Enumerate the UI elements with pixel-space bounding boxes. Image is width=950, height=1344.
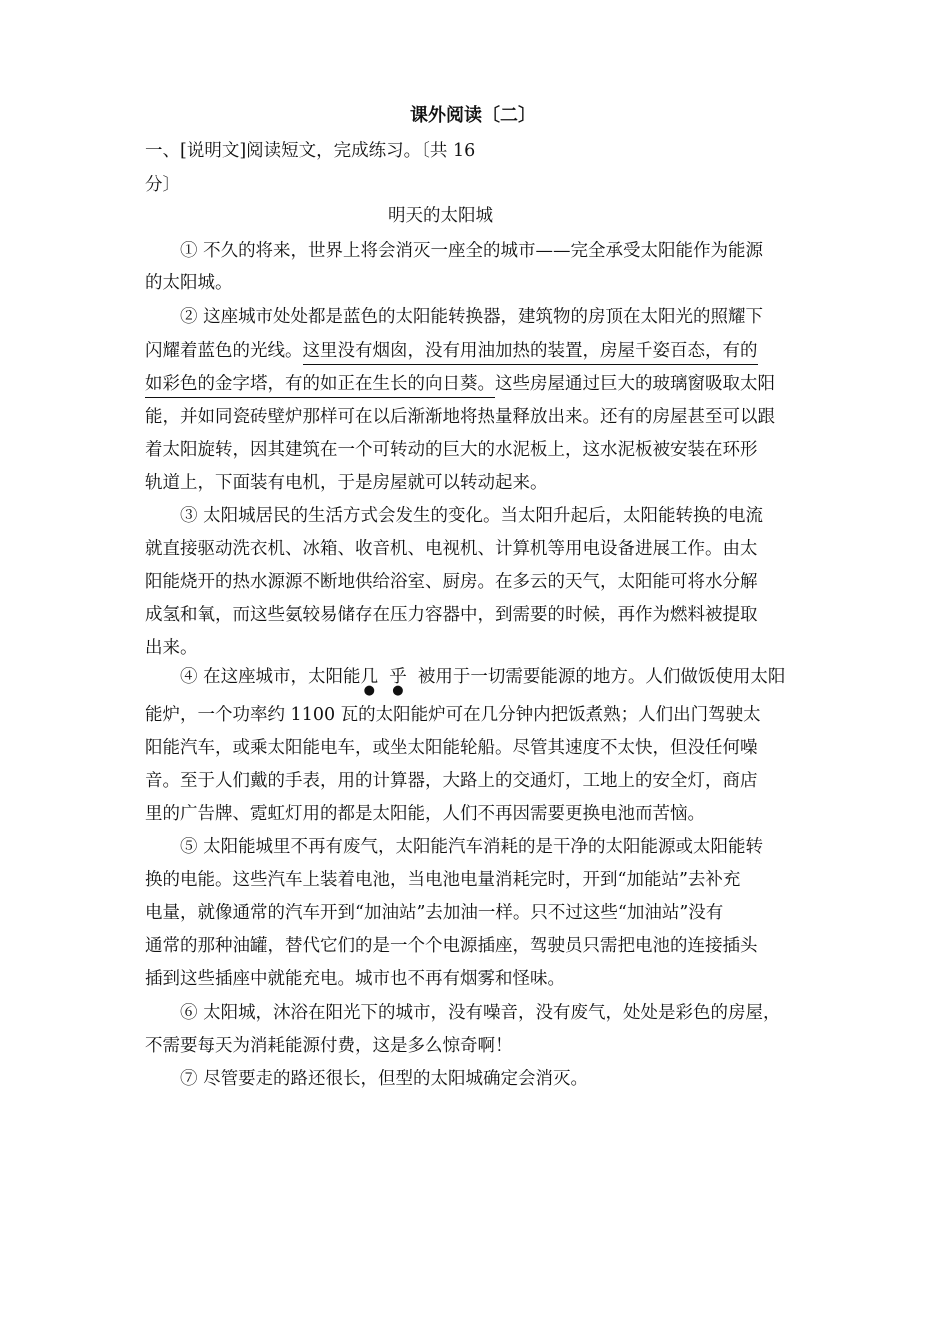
page-title: 课外阅读〔二〕 bbox=[410, 105, 536, 126]
instruction-line: 分〕 bbox=[145, 175, 180, 195]
emphasis-char: 几 bbox=[360, 667, 379, 687]
paragraph-4-text: ④ 在这座城市，太阳能 bbox=[180, 667, 361, 687]
paragraph-3-line: 成氢和氧，而这些氨较易储存在压力容器中，到需要的时候，再作为燃料被提取 bbox=[145, 605, 758, 625]
paragraph-5-line: ⑤ 太阳能城里不再有废气，太阳能汽车消耗的是干净的太阳能源或太阳能转 bbox=[180, 837, 764, 857]
paragraph-2-line: 轨道上，下面装有电机，于是房屋就可以转动起来。 bbox=[145, 473, 548, 493]
paragraph-2-text: 闪耀着蓝色的光线。 bbox=[145, 341, 303, 361]
emphasis-dot-char bbox=[389, 667, 407, 698]
paragraph-1-line: ① 不久的将来，世界上将会消灭一座全的城市——完全承受太阳能作为能源 bbox=[180, 241, 764, 261]
paragraph-5-line: 通常的那种油罐，替代它们的是一个个电源插座，驾驶员只需把电池的连接插头 bbox=[145, 936, 758, 956]
paragraph-3-line: 就直接驱动洗衣机、冰箱、收音机、电视机、计算机等用电设备进展工作。由太 bbox=[145, 539, 758, 559]
paragraph-5-line: 换的电能。这些汽车上装着电池，当电池电量消耗完时，开到“加能站”去补充 bbox=[145, 870, 741, 890]
article-heading: 明天的太阳城 bbox=[388, 206, 493, 226]
paragraph-4-line bbox=[180, 666, 786, 698]
paragraph-2-line bbox=[145, 340, 758, 362]
paragraph-3-line: 出来。 bbox=[145, 638, 198, 658]
paragraph-4-line: 能炉，一个功率约 1100 瓦的太阳能炉可在几分钟内把饭煮熟；人们出门驾驶太 bbox=[145, 705, 761, 725]
underlined-sentence: 如彩色的金字塔，有的如正在生长的向日葵。 bbox=[145, 374, 495, 398]
paragraph-4-line: 音。至于人们戴的手表，用的计算器，大路上的交通灯，工地上的安全灯，商店 bbox=[145, 771, 758, 791]
paragraph-4-text: 被用于一切需要能源的地方。人们做饭使用太阳 bbox=[417, 667, 786, 687]
emphasis-dot: ● bbox=[363, 683, 375, 698]
paragraph-6-line: ⑥ 太阳城，沐浴在阳光下的城市，没有噪音，没有废气，处处是彩色的房屋， bbox=[180, 1003, 781, 1023]
paragraph-5-line: 插到这些插座中就能充电。城市也不再有烟雾和怪味。 bbox=[145, 969, 565, 989]
paragraph-2-line bbox=[145, 373, 775, 395]
paragraph-6-line: 不需要每天为消耗能源付费，这是多么惊奇啊！ bbox=[145, 1036, 513, 1056]
paragraph-4-line: 里的广告牌、霓虹灯用的都是太阳能，人们不再因需要更换电池而苦恼。 bbox=[145, 804, 705, 824]
paragraph-7-line: ⑦ 尽管要走的路还很长，但型的太阳城确定会消灭。 bbox=[180, 1069, 589, 1089]
paragraph-3-line: 阳能烧开的热水源源不断地供给浴室、厨房。在多云的天气，太阳能可将水分解 bbox=[145, 572, 758, 592]
emphasis-dot: ● bbox=[392, 683, 404, 698]
paragraph-5-line: 电量，就像通常的汽车开到“加油站”去加油一样。只不过这些“加油站”没有 bbox=[145, 903, 724, 923]
paragraph-2-line: 着太阳旋转，因其建筑在一个可转动的巨大的水泥板上，这水泥板被安装在环形 bbox=[145, 440, 758, 460]
emphasis-dot-char bbox=[360, 667, 379, 698]
emphasis-char: 乎 bbox=[389, 667, 407, 687]
paragraph-2-text: 这些房屋通过巨大的玻璃窗吸取太阳 bbox=[495, 374, 775, 394]
underlined-sentence: 这里没有烟囱，没有用油加热的装置，房屋千姿百态，有的 bbox=[303, 341, 758, 365]
paragraph-2-line: 能，并如同瓷砖壁炉那样可在以后渐渐地将热量释放出来。还有的房屋甚至可以跟 bbox=[145, 407, 775, 427]
paragraph-1-line: 的太阳城。 bbox=[145, 273, 233, 293]
paragraph-4-line: 阳能汽车，或乘太阳能电车，或坐太阳能轮船。尽管其速度不太快，但没任何噪 bbox=[145, 738, 758, 758]
paragraph-3-line: ③ 太阳城居民的生活方式会发生的变化。当太阳升起后，太阳能转换的电流 bbox=[180, 506, 764, 526]
instruction-line: 一、[说明文]阅读短文，完成练习。〔共 16 bbox=[145, 141, 476, 161]
paragraph-2-line: ② 这座城市处处都是蓝色的太阳能转换器，建筑物的房顶在太阳光的照耀下 bbox=[180, 307, 764, 327]
